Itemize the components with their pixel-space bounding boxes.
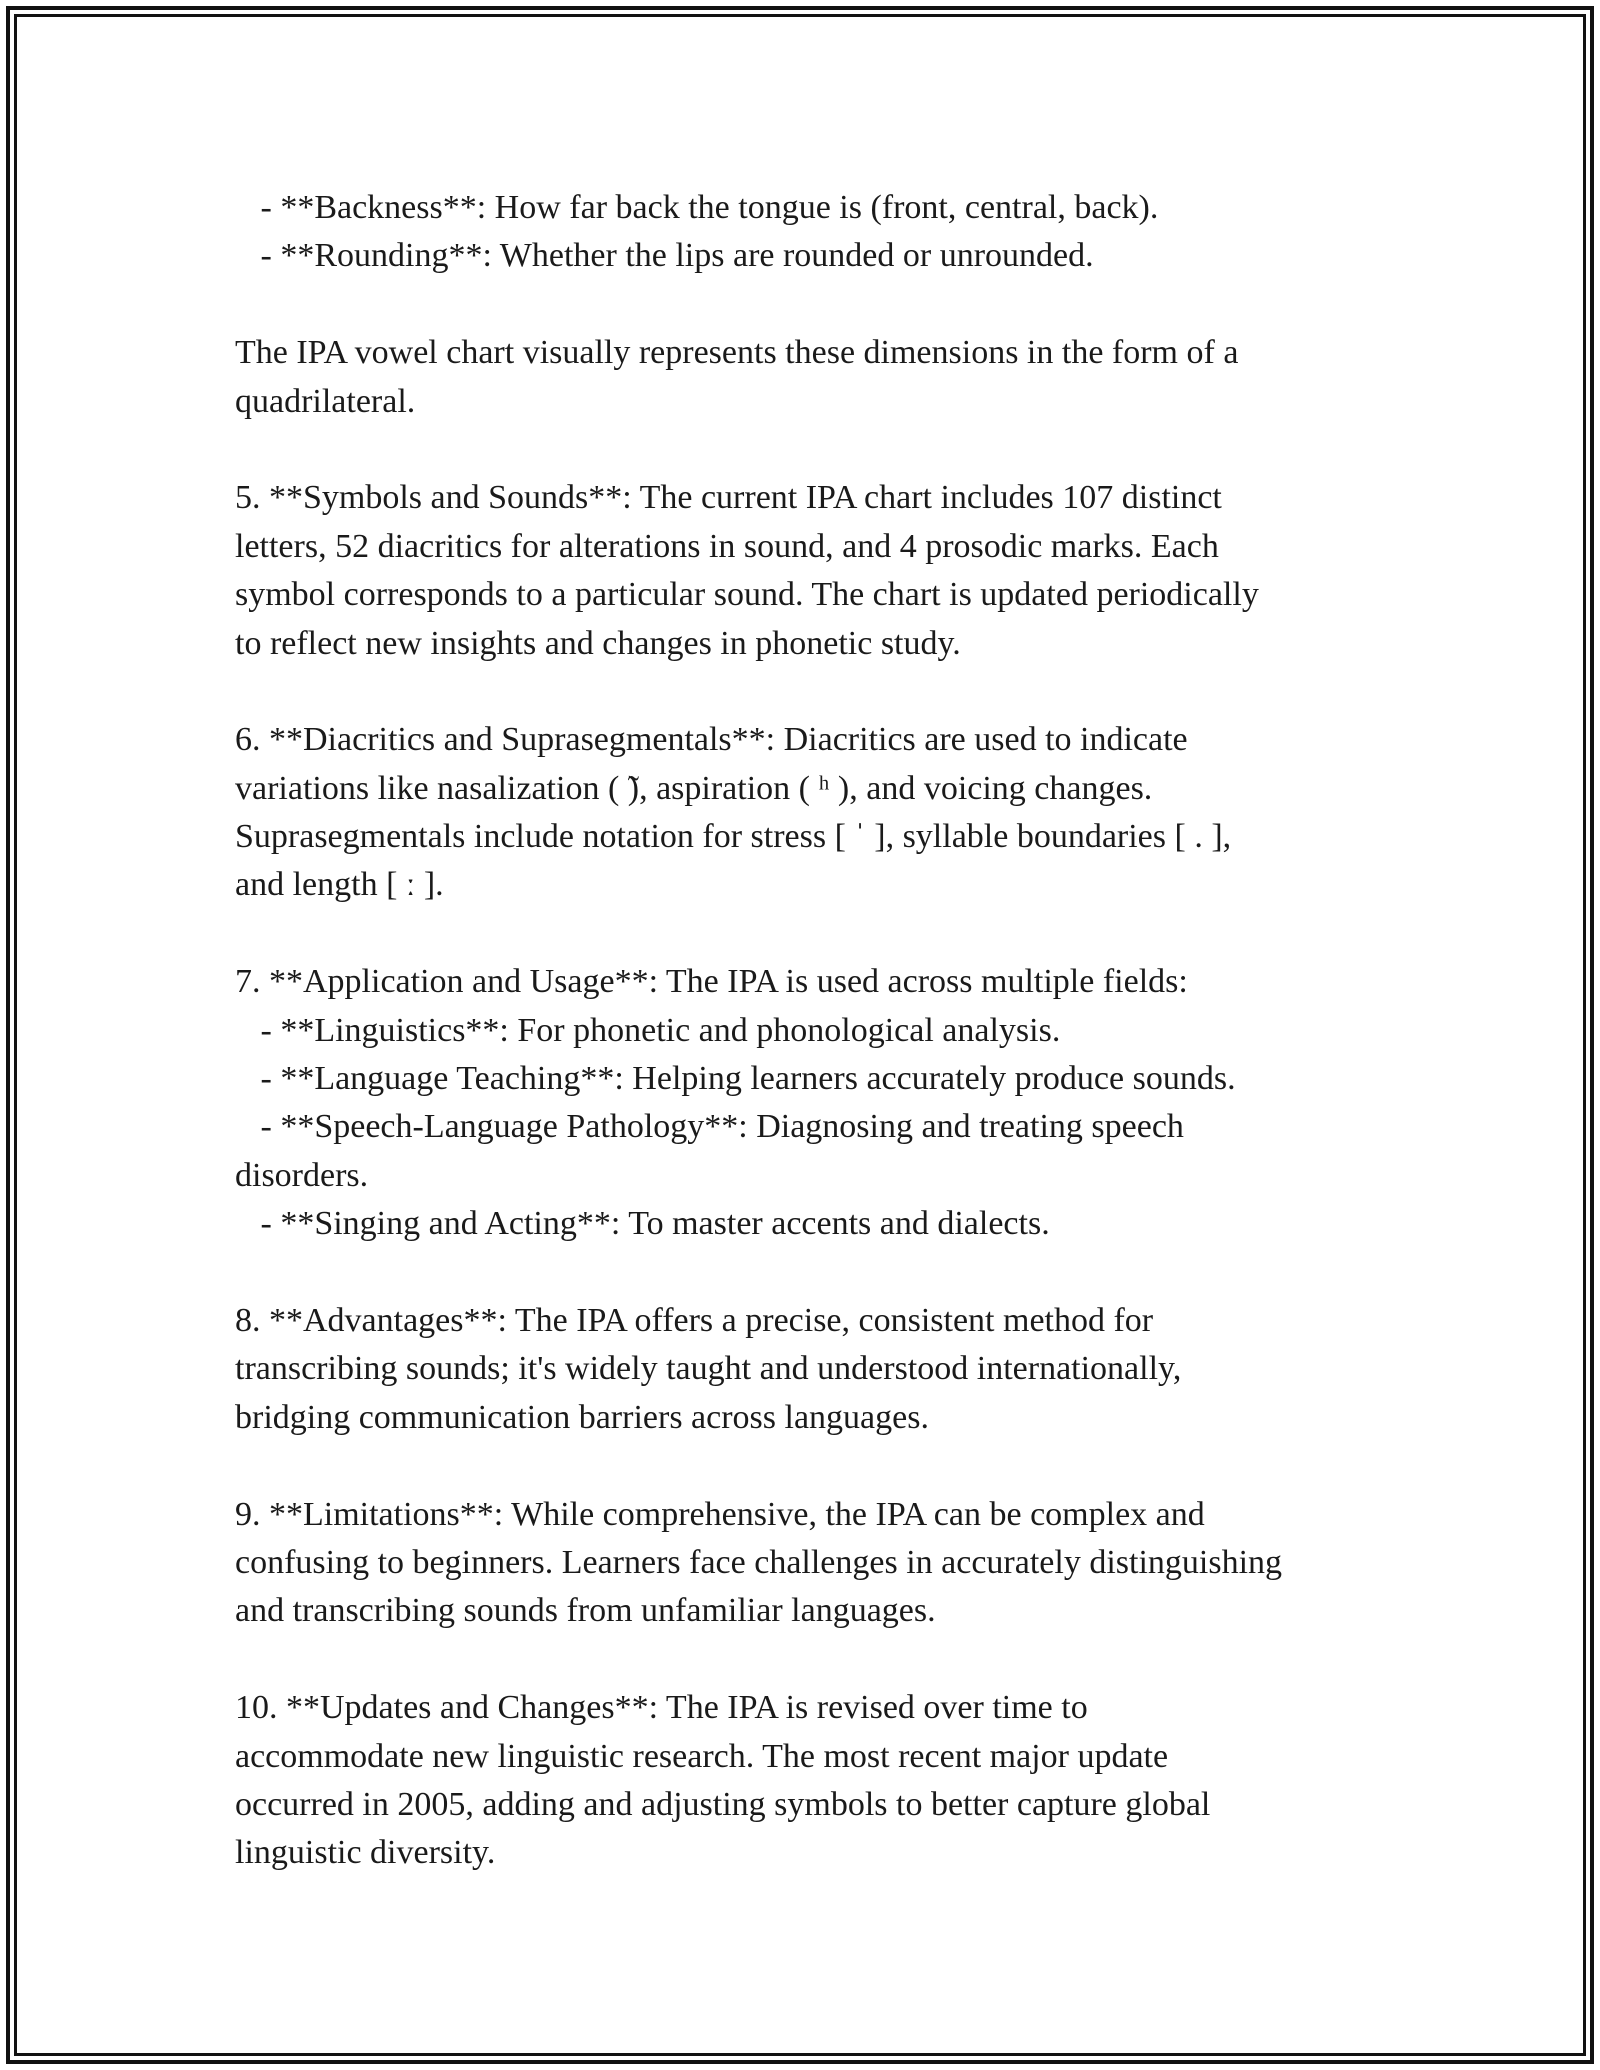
text-line: - **Rounding**: Whether the lips are rounded or unrounded. [235,237,1094,275]
blank-line [235,1442,1415,1490]
text-line: and transcribing sounds from unfamiliar languages. [235,1592,936,1630]
blank-line [235,668,1415,716]
text-line: accommodate new linguistic research. The most recent major update [235,1737,1169,1775]
text-line: bridging communication barriers across languages. [235,1398,929,1436]
text-line: - **Linguistics**: For phonetic and phonological analysis. [235,1011,1061,1049]
text-line: 8. **Advantages**: The IPA offers a precise, consistent method for [235,1301,1154,1339]
text-line: - **Singing and Acting**: To master accents and dialects. [235,1205,1050,1243]
text-line: letters, 52 diacritics for alterations in sound, and 4 prosodic marks. Each [235,527,1219,565]
text-line: - **Backness**: How far back the tongue is (front, central, back). [235,189,1159,226]
text-line: symbol corresponds to a particular sound. The chart is updated periodically [235,576,1259,614]
text-line: linguistic diversity. [235,1834,496,1872]
text-line: transcribing sounds; it's widely taught and understood internationally, [235,1350,1182,1388]
text-line: 5. **Symbols and Sounds**: The current IPA chart includes 107 distinct [235,479,1222,517]
text-line: 9. **Limitations**: While comprehensive, the IPA can be complex and [235,1495,1205,1533]
text-line: 7. **Application and Usage**: The IPA is used across multiple fields: [235,963,1188,1001]
document-body [235,184,1415,1878]
blank-line [235,281,1415,329]
blank-line [235,1249,1415,1297]
blank-line [235,910,1415,958]
blank-line [235,1636,1415,1684]
text-line: and length [ ː ]. [235,866,444,904]
text-line: - **Speech-Language Pathology**: Diagnosing and treating speech [235,1108,1184,1146]
text-line: 10. **Updates and Changes**: The IPA is revised over time to [235,1689,1088,1727]
text-line: The IPA vowel chart visually represents these dimensions in the form of a [235,334,1239,372]
text-line: 6. **Diacritics and Suprasegmentals**: Diacritics are used to indicate [235,721,1188,759]
text-line: variations like nasalization ( ̃), aspiration ( ʰ ), and voicing changes. [235,769,1153,807]
text-line: disorders. [235,1156,369,1194]
blank-line [235,426,1415,474]
text-line: - **Language Teaching**: Helping learners accurately produce sounds. [235,1060,1236,1098]
text-line: to reflect new insights and changes in phonetic study. [235,624,961,662]
text-line: quadrilateral. [235,382,416,420]
text-line: occurred in 2005, adding and adjusting symbols to better capture global [235,1785,1211,1823]
text-line: Suprasegmentals include notation for stress [ ˈ ], syllable boundaries [ . ], [235,818,1232,856]
text-line: confusing to beginners. Learners face challenges in accurately distinguishing [235,1543,1283,1581]
